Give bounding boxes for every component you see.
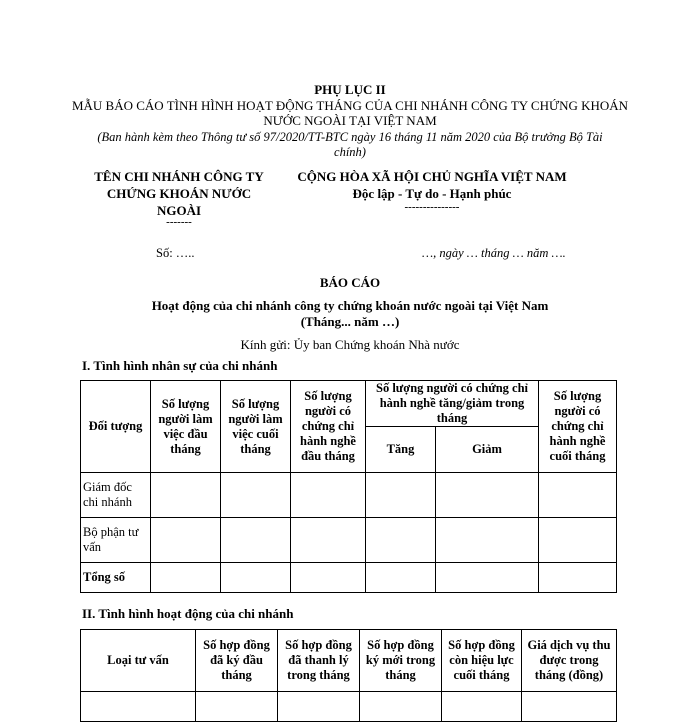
header-staff-start: Số lượng người làm việc đầu tháng: [151, 381, 221, 473]
section-1-heading: I. Tình hình nhân sự của chi nhánh: [82, 358, 278, 373]
header-consulting-type: Loại tư vấn: [81, 630, 196, 692]
table-cell[interactable]: [366, 563, 436, 593]
table-cell[interactable]: [278, 692, 360, 722]
issued-note: (Ban hành kèm theo Thông tư số 97/2020/TT-BTC ngày 16 tháng 11 năm 2020 của Bộ trưởng Bộ Tài chính): [97, 130, 603, 159]
report-subtitle-block: [80, 298, 620, 330]
national-header: [282, 168, 582, 202]
table-cell[interactable]: [539, 473, 617, 518]
table-cell[interactable]: [151, 518, 221, 563]
branch-divider: -------: [166, 216, 192, 228]
staff-table: [80, 380, 617, 593]
document-date: …, ngày … tháng … năm ….: [422, 246, 566, 260]
table-cell[interactable]: [436, 518, 539, 563]
table-row: [81, 563, 617, 593]
header-revenue: Giá dịch vụ thu được trong tháng (đồng): [522, 630, 617, 692]
table-cell[interactable]: [291, 473, 366, 518]
nation-name: CỘNG HÒA XÃ HỘI CHỦ NGHĨA VIỆT NAM: [297, 169, 567, 184]
table-cell[interactable]: [291, 563, 366, 593]
table-cell[interactable]: [291, 518, 366, 563]
report-subtitle: Hoạt động của chi nhánh công ty chứng khoán nước ngoài tại Việt Nam: [151, 298, 549, 313]
table-cell[interactable]: [366, 473, 436, 518]
report-title: BÁO CÁO: [319, 275, 381, 290]
header-increase: Tăng: [366, 427, 436, 473]
header-decrease: Giảm: [436, 427, 539, 473]
section-2-heading: II. Tình hình hoạt động của chi nhánh: [82, 606, 294, 621]
table-cell[interactable]: [151, 563, 221, 593]
header-cert-end: Số lượng người có chứng chỉ hành nghề cuối tháng: [539, 381, 617, 473]
table-cell[interactable]: [436, 563, 539, 593]
row-label-total: Tổng số: [81, 563, 151, 593]
table-cell[interactable]: [360, 692, 442, 722]
report-period: (Tháng... năm …): [300, 314, 400, 329]
activity-table: [80, 629, 617, 722]
table-cell[interactable]: [196, 692, 278, 722]
table-row: [81, 692, 617, 722]
table-cell[interactable]: [539, 518, 617, 563]
nation-divider: ---------------: [404, 201, 460, 213]
document-number: Số: …..: [156, 246, 195, 260]
recipient-line: Kính gửi: Ủy ban Chứng khoán Nhà nước: [240, 337, 460, 352]
row-label: Bộ phận tư vấn: [81, 518, 151, 563]
row-label: Giám đốc chi nhánh: [81, 473, 151, 518]
table-cell[interactable]: [522, 692, 617, 722]
header-valid-end: Số hợp đồng còn hiệu lực cuối tháng: [442, 630, 522, 692]
branch-name: TÊN CHI NHÁNH CÔNG TY CHỨNG KHOÁN NƯỚC NGOÀI: [94, 169, 264, 218]
header-new-signed: Số hợp đồng ký mới trong tháng: [360, 630, 442, 692]
table-row: [81, 473, 617, 518]
table-cell[interactable]: [221, 563, 291, 593]
table-cell[interactable]: [366, 518, 436, 563]
header-signed-start: Số hợp đồng đã ký đầu tháng: [196, 630, 278, 692]
table-cell[interactable]: [436, 473, 539, 518]
header-liquidated: Số hợp đồng đã thanh lý trong tháng: [278, 630, 360, 692]
header-cert-change: Số lượng người có chứng chỉ hành nghề tăng/giảm trong tháng: [366, 381, 539, 427]
table-cell[interactable]: [221, 518, 291, 563]
form-title: MẪU BÁO CÁO TÌNH HÌNH HOẠT ĐỘNG THÁNG CỦA CHI NHÁNH CÔNG TY CHỨNG KHOÁN NƯỚC NGOÀI TẠI VIỆT NAM: [71, 98, 629, 128]
header-subject: Đối tượng: [81, 381, 151, 473]
header-cert-start: Số lượng người có chứng chỉ hành nghề đầu tháng: [291, 381, 366, 473]
table-cell[interactable]: [442, 692, 522, 722]
table-cell[interactable]: [81, 692, 196, 722]
table-cell[interactable]: [539, 563, 617, 593]
table-row: [81, 518, 617, 563]
appendix-title: PHỤ LỤC II: [314, 82, 386, 97]
table-cell[interactable]: [221, 473, 291, 518]
header-staff-end: Số lượng người làm việc cuối tháng: [221, 381, 291, 473]
nation-motto: Độc lập - Tự do - Hạnh phúc: [352, 186, 512, 201]
table-cell[interactable]: [151, 473, 221, 518]
